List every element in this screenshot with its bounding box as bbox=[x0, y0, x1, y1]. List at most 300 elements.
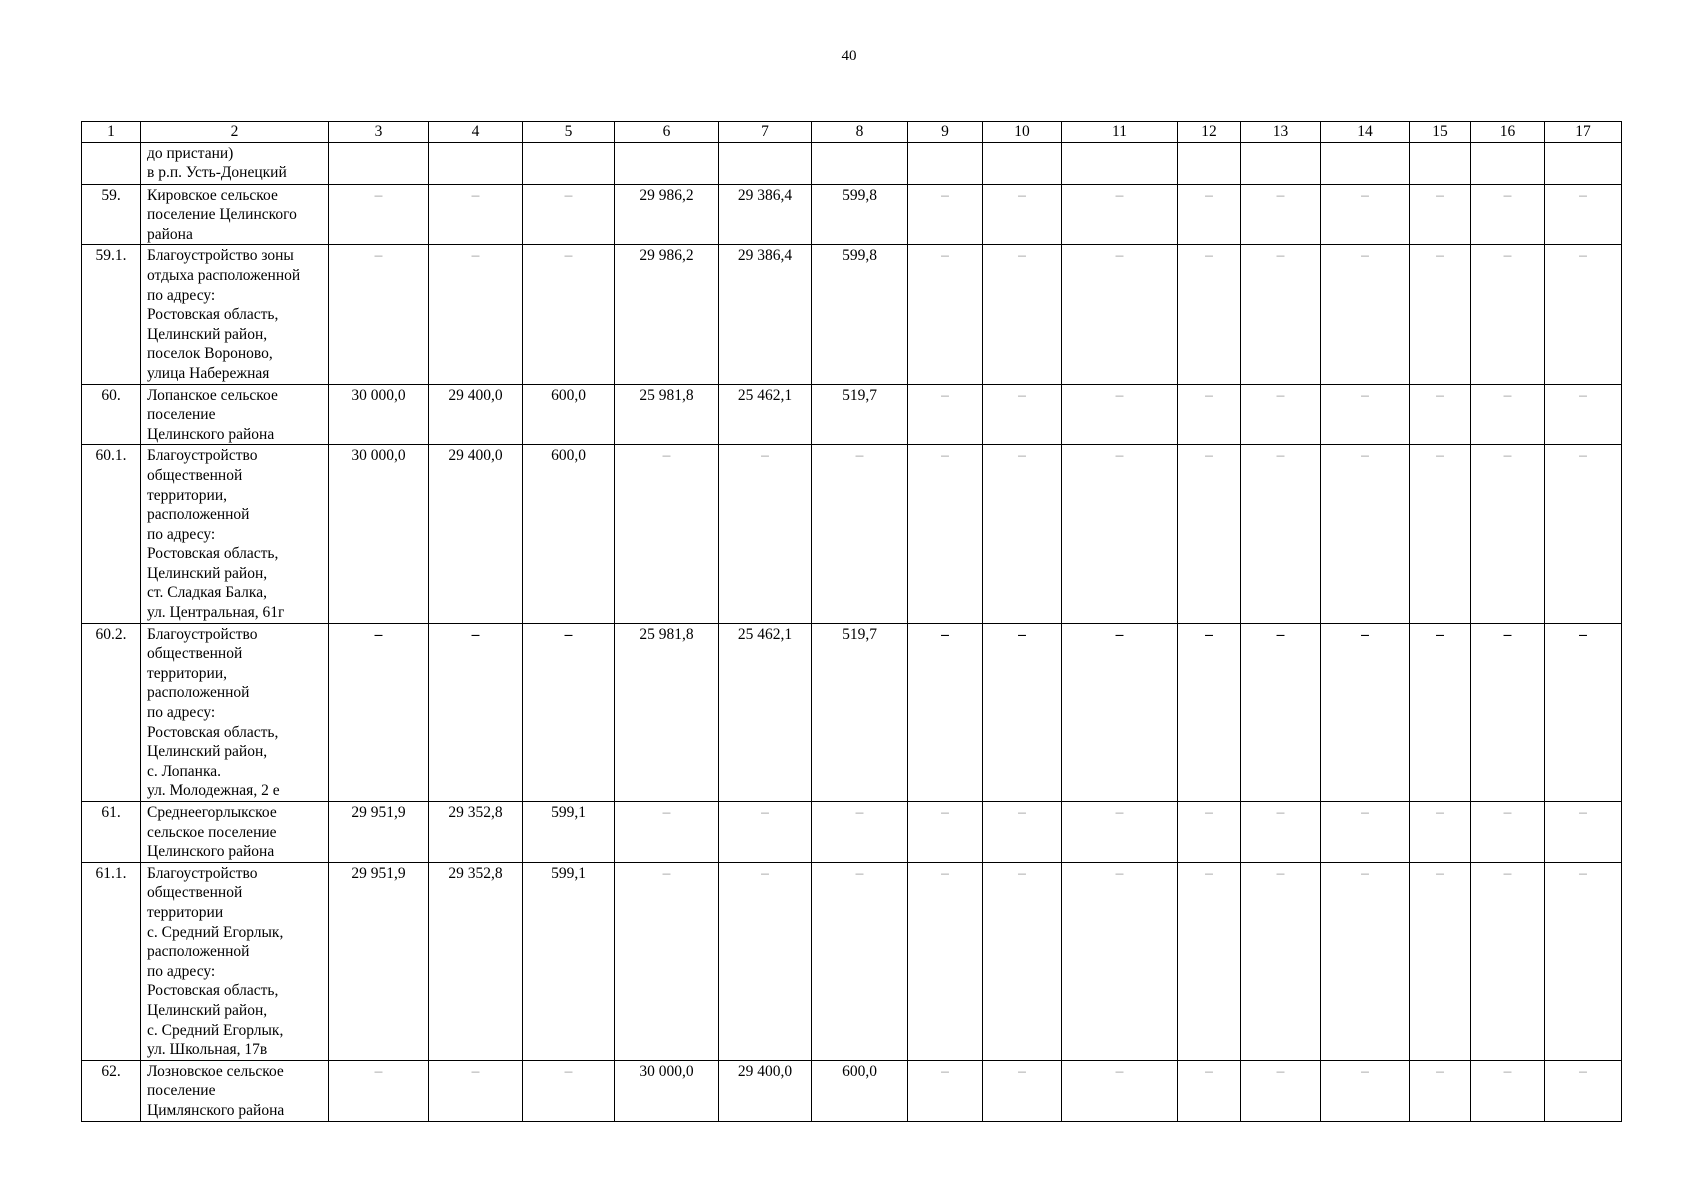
object-name-cell bbox=[141, 384, 329, 445]
dash-value: – bbox=[1205, 804, 1213, 821]
empty-amount-cell bbox=[1062, 445, 1178, 623]
amount-value: 29 400,0 bbox=[448, 386, 503, 404]
dash-value: – bbox=[1579, 804, 1587, 821]
dash-value: – bbox=[1018, 447, 1026, 465]
object-name-line: Лозновское сельское bbox=[147, 1062, 284, 1080]
object-name-line: общественной bbox=[147, 466, 243, 484]
amount-cell bbox=[615, 384, 719, 445]
dash-value: – bbox=[1436, 625, 1444, 643]
amount-value: 30 000,0 bbox=[351, 447, 406, 465]
object-name-line: поселение bbox=[147, 406, 216, 424]
dash-value: – bbox=[941, 247, 949, 265]
object-name-line: по адресу: bbox=[147, 525, 216, 543]
dash-value: – bbox=[1503, 386, 1512, 404]
amount-cell bbox=[719, 184, 812, 245]
dash-value: – bbox=[1503, 447, 1512, 465]
dash-value: – bbox=[1503, 247, 1512, 265]
dash-value: – bbox=[1436, 186, 1444, 204]
object-name-line: ст. Сладкая Балка, bbox=[147, 584, 267, 602]
row-number-cell: 60.1. bbox=[82, 445, 141, 623]
dash-value: – bbox=[1579, 247, 1587, 265]
dash-value: – bbox=[1115, 625, 1124, 643]
empty-amount-cell bbox=[1471, 802, 1545, 863]
empty-amount-cell bbox=[1178, 184, 1241, 245]
amount-cell bbox=[429, 445, 523, 623]
empty-amount-cell bbox=[1321, 802, 1410, 863]
empty-amount-cell bbox=[1062, 384, 1178, 445]
object-name-cell bbox=[141, 802, 329, 863]
empty-amount-cell bbox=[1241, 142, 1321, 184]
dash-value: – bbox=[1361, 864, 1369, 882]
amount-cell bbox=[719, 245, 812, 384]
table-body bbox=[82, 122, 1622, 1122]
dash-value: – bbox=[1018, 186, 1026, 204]
amount-cell bbox=[615, 142, 719, 184]
column-number-cell: 15 bbox=[1410, 122, 1471, 143]
dash-value: – bbox=[1115, 864, 1124, 882]
column-number-cell: 7 bbox=[719, 122, 812, 143]
empty-amount-cell bbox=[1178, 142, 1241, 184]
empty-amount-cell bbox=[1545, 184, 1622, 245]
empty-amount-cell bbox=[1410, 1060, 1471, 1121]
object-name-cell bbox=[141, 445, 329, 623]
dash-value: – bbox=[1579, 386, 1587, 404]
empty-amount-cell bbox=[908, 623, 983, 801]
dash-value: – bbox=[1205, 1062, 1213, 1080]
empty-amount-cell bbox=[1410, 142, 1471, 184]
empty-amount-cell bbox=[983, 1060, 1062, 1121]
amount-cell bbox=[429, 1060, 523, 1121]
empty-amount-cell bbox=[908, 802, 983, 863]
dash-value: – bbox=[1276, 864, 1285, 882]
empty-amount-cell bbox=[1545, 142, 1622, 184]
dash-value: – bbox=[1276, 186, 1285, 204]
object-name-line: Целинского района bbox=[147, 843, 275, 861]
empty-amount-cell bbox=[908, 384, 983, 445]
table-row bbox=[82, 862, 1622, 1060]
object-name-line: Ростовская область, bbox=[147, 723, 279, 741]
dash-value: – bbox=[1205, 186, 1213, 204]
dash-value: – bbox=[1436, 864, 1444, 882]
amount-cell bbox=[523, 862, 615, 1060]
dash-value: – bbox=[1579, 864, 1587, 882]
row-number-cell: 61. bbox=[82, 802, 141, 863]
dash-value: – bbox=[1579, 625, 1587, 643]
empty-amount-cell bbox=[1545, 623, 1622, 801]
amount-value: 600,0 bbox=[551, 386, 586, 404]
empty-amount-cell bbox=[908, 1060, 983, 1121]
object-name-line: Благоустройство bbox=[147, 864, 258, 882]
dash-value: – bbox=[1361, 1062, 1369, 1080]
amount-cell bbox=[429, 802, 523, 863]
empty-amount-cell bbox=[1178, 445, 1241, 623]
amount-cell bbox=[719, 142, 812, 184]
dash-value: – bbox=[1018, 386, 1026, 404]
amount-value: – bbox=[855, 447, 864, 465]
dash-value: – bbox=[1276, 625, 1285, 643]
page-number: 40 bbox=[841, 48, 857, 64]
object-name-line: ул. Молодежная, 2 е bbox=[147, 782, 280, 800]
amount-cell bbox=[615, 802, 719, 863]
empty-amount-cell bbox=[1410, 184, 1471, 245]
empty-amount-cell bbox=[1545, 1060, 1622, 1121]
object-name-line: общественной bbox=[147, 884, 243, 902]
object-name-line: Целинский район, bbox=[147, 1001, 268, 1019]
empty-amount-cell bbox=[908, 142, 983, 184]
dash-value: – bbox=[1436, 447, 1444, 465]
dash-value: – bbox=[1205, 386, 1213, 404]
object-name-line: Благоустройство bbox=[147, 447, 258, 465]
amount-cell bbox=[429, 862, 523, 1060]
object-name-line: с. Средний Егорлык, bbox=[147, 1021, 284, 1039]
empty-amount-cell bbox=[983, 142, 1062, 184]
column-number-cell: 12 bbox=[1178, 122, 1241, 143]
table-row bbox=[82, 623, 1622, 801]
empty-amount-cell bbox=[983, 862, 1062, 1060]
empty-amount-cell bbox=[1321, 862, 1410, 1060]
dash-value: – bbox=[1361, 186, 1369, 204]
empty-amount-cell bbox=[1471, 623, 1545, 801]
empty-amount-cell bbox=[1410, 862, 1471, 1060]
amount-value: 29 400,0 bbox=[448, 447, 503, 465]
object-name-line: Целинский район, bbox=[147, 564, 268, 582]
object-name-line: в р.п. Усть-Донецкий bbox=[147, 164, 287, 182]
amount-cell bbox=[429, 142, 523, 184]
amount-value: – bbox=[374, 186, 383, 204]
amount-cell bbox=[812, 862, 908, 1060]
object-name-cell bbox=[141, 142, 329, 184]
empty-amount-cell bbox=[983, 384, 1062, 445]
column-number-cell: 13 bbox=[1241, 122, 1321, 143]
empty-amount-cell bbox=[1321, 184, 1410, 245]
empty-amount-cell bbox=[1062, 623, 1178, 801]
amount-cell bbox=[719, 802, 812, 863]
amount-value: 599,1 bbox=[551, 864, 586, 882]
amount-cell bbox=[719, 445, 812, 623]
dash-value: – bbox=[1361, 386, 1369, 404]
amount-cell bbox=[812, 245, 908, 384]
dash-value: – bbox=[1115, 247, 1124, 265]
amount-value: 600,0 bbox=[842, 1062, 877, 1080]
empty-amount-cell bbox=[983, 184, 1062, 245]
dash-value: – bbox=[941, 186, 949, 204]
dash-value: – bbox=[1436, 804, 1444, 821]
object-name-line: поселение Целинского bbox=[147, 206, 297, 224]
object-name-line: Целинского района bbox=[147, 425, 275, 443]
amount-value: – bbox=[761, 804, 769, 821]
amount-value: 29 400,0 bbox=[737, 1062, 793, 1080]
dash-value: – bbox=[1436, 1062, 1444, 1080]
amount-value: 29 951,9 bbox=[351, 864, 406, 882]
amount-cell bbox=[329, 184, 429, 245]
object-name-cell bbox=[141, 1060, 329, 1121]
amount-cell bbox=[615, 862, 719, 1060]
amount-value: 599,1 bbox=[551, 804, 586, 821]
empty-amount-cell bbox=[1241, 802, 1321, 863]
column-number-cell: 5 bbox=[523, 122, 615, 143]
empty-amount-cell bbox=[1178, 802, 1241, 863]
empty-amount-cell bbox=[1410, 802, 1471, 863]
empty-amount-cell bbox=[1410, 445, 1471, 623]
object-name-line: до пристани) bbox=[147, 144, 234, 162]
amount-cell bbox=[812, 802, 908, 863]
amount-cell bbox=[329, 623, 429, 801]
dash-value: – bbox=[1115, 804, 1124, 821]
empty-amount-cell bbox=[1471, 184, 1545, 245]
object-name-cell bbox=[141, 245, 329, 384]
column-number-row bbox=[82, 122, 1622, 143]
dash-value: – bbox=[1361, 625, 1369, 643]
amount-cell bbox=[719, 384, 812, 445]
dash-value: – bbox=[1503, 804, 1512, 821]
amount-cell bbox=[719, 1060, 812, 1121]
amount-value: 29 386,4 bbox=[737, 247, 793, 265]
object-name-cell bbox=[141, 862, 329, 1060]
empty-amount-cell bbox=[1410, 245, 1471, 384]
amount-cell bbox=[719, 862, 812, 1060]
empty-amount-cell bbox=[1241, 862, 1321, 1060]
amount-value: – bbox=[471, 247, 480, 265]
empty-amount-cell bbox=[1471, 245, 1545, 384]
row-number-cell: 61.1. bbox=[82, 862, 141, 1060]
column-number-cell: 6 bbox=[615, 122, 719, 143]
dash-value: – bbox=[1579, 1062, 1587, 1080]
row-number-cell: 59.1. bbox=[82, 245, 141, 384]
table-row bbox=[82, 1060, 1622, 1121]
row-number-cell: 59. bbox=[82, 184, 141, 245]
amount-cell bbox=[523, 623, 615, 801]
object-name-cell bbox=[141, 623, 329, 801]
amount-value: 25 462,1 bbox=[737, 625, 793, 643]
amount-cell bbox=[615, 445, 719, 623]
dash-value: – bbox=[1115, 186, 1124, 204]
amount-value: – bbox=[564, 247, 573, 265]
object-name-line: по адресу: bbox=[147, 704, 216, 722]
object-name-line: поселок Вороново, bbox=[147, 345, 273, 363]
empty-amount-cell bbox=[983, 445, 1062, 623]
amount-cell bbox=[523, 802, 615, 863]
empty-amount-cell bbox=[1062, 245, 1178, 384]
amount-cell bbox=[329, 245, 429, 384]
amount-value: – bbox=[662, 864, 671, 882]
empty-amount-cell bbox=[1545, 245, 1622, 384]
dash-value: – bbox=[1018, 804, 1026, 821]
empty-amount-cell bbox=[1471, 1060, 1545, 1121]
object-name-line: по адресу: bbox=[147, 962, 216, 980]
amount-value: 29 386,4 bbox=[737, 186, 793, 204]
amount-cell bbox=[329, 862, 429, 1060]
empty-amount-cell bbox=[1321, 384, 1410, 445]
empty-amount-cell bbox=[1241, 245, 1321, 384]
amount-value: – bbox=[471, 1062, 480, 1080]
amount-value: 29 951,9 bbox=[351, 804, 406, 821]
amount-value: – bbox=[471, 625, 480, 643]
column-number-cell: 8 bbox=[812, 122, 908, 143]
object-name-line: Благоустройство bbox=[147, 625, 258, 643]
empty-amount-cell bbox=[1321, 245, 1410, 384]
object-name-line: Благоустройство зоны bbox=[147, 247, 294, 265]
row-number-cell: 60.2. bbox=[82, 623, 141, 801]
amount-value: 600,0 bbox=[551, 447, 586, 465]
table-row bbox=[82, 142, 1622, 184]
empty-amount-cell bbox=[1062, 802, 1178, 863]
amount-cell bbox=[615, 245, 719, 384]
object-name-line: улица Набережная bbox=[147, 364, 270, 382]
amount-cell bbox=[615, 623, 719, 801]
empty-amount-cell bbox=[1471, 862, 1545, 1060]
column-number-cell: 14 bbox=[1321, 122, 1410, 143]
amount-value: – bbox=[564, 1062, 573, 1080]
empty-amount-cell bbox=[1321, 445, 1410, 623]
amount-cell bbox=[719, 623, 812, 801]
column-number-cell: 3 bbox=[329, 122, 429, 143]
object-name-line: сельское поселение bbox=[147, 823, 277, 841]
object-name-line: расположенной bbox=[147, 684, 250, 702]
amount-cell bbox=[329, 142, 429, 184]
amount-value: 25 462,1 bbox=[737, 386, 793, 404]
funding-table bbox=[81, 121, 1622, 1122]
object-name-line: по адресу: bbox=[147, 286, 216, 304]
empty-amount-cell bbox=[1545, 862, 1622, 1060]
empty-amount-cell bbox=[1241, 184, 1321, 245]
empty-amount-cell bbox=[1321, 1060, 1410, 1121]
object-name-cell bbox=[141, 184, 329, 245]
amount-value: 30 000,0 bbox=[639, 1062, 694, 1080]
dash-value: – bbox=[1276, 804, 1285, 821]
dash-value: – bbox=[1205, 864, 1213, 882]
empty-amount-cell bbox=[1545, 802, 1622, 863]
dash-value: – bbox=[1436, 386, 1444, 404]
empty-amount-cell bbox=[908, 184, 983, 245]
amount-value: – bbox=[855, 864, 864, 882]
amount-value: 29 986,2 bbox=[639, 247, 694, 265]
dash-value: – bbox=[1361, 447, 1369, 465]
row-number-cell bbox=[82, 142, 141, 184]
amount-cell bbox=[812, 623, 908, 801]
table-row bbox=[82, 384, 1622, 445]
empty-amount-cell bbox=[1321, 142, 1410, 184]
amount-cell bbox=[615, 184, 719, 245]
amount-value: – bbox=[564, 186, 573, 204]
amount-cell bbox=[812, 184, 908, 245]
table-row bbox=[82, 184, 1622, 245]
column-number-cell: 16 bbox=[1471, 122, 1545, 143]
amount-value: 519,7 bbox=[842, 386, 877, 404]
amount-cell bbox=[329, 384, 429, 445]
amount-cell bbox=[523, 245, 615, 384]
empty-amount-cell bbox=[1471, 142, 1545, 184]
object-name-line: Целинский район, bbox=[147, 325, 268, 343]
object-name-line: Цимлянского района bbox=[147, 1101, 285, 1119]
empty-amount-cell bbox=[983, 623, 1062, 801]
dash-value: – bbox=[1018, 864, 1026, 882]
dash-value: – bbox=[1276, 386, 1285, 404]
dash-value: – bbox=[1205, 247, 1213, 265]
dash-value: – bbox=[1503, 864, 1512, 882]
object-name-line: Лопанское сельское bbox=[147, 386, 278, 404]
dash-value: – bbox=[1361, 804, 1369, 821]
amount-value: 29 986,2 bbox=[639, 186, 694, 204]
amount-value: 599,8 bbox=[842, 186, 877, 204]
dash-value: – bbox=[1276, 1062, 1285, 1080]
dash-value: – bbox=[1436, 247, 1444, 265]
empty-amount-cell bbox=[1410, 623, 1471, 801]
amount-cell bbox=[523, 184, 615, 245]
object-name-line: Среднеегорлыкское bbox=[147, 804, 277, 821]
dash-value: – bbox=[1115, 1062, 1124, 1080]
empty-amount-cell bbox=[908, 445, 983, 623]
table-row bbox=[82, 245, 1622, 384]
object-name-line: территории, bbox=[147, 664, 227, 682]
amount-value: 25 981,8 bbox=[639, 386, 694, 404]
empty-amount-cell bbox=[1178, 862, 1241, 1060]
amount-cell bbox=[429, 623, 523, 801]
empty-amount-cell bbox=[1241, 623, 1321, 801]
amount-value: – bbox=[855, 804, 864, 821]
empty-amount-cell bbox=[1545, 445, 1622, 623]
amount-value: – bbox=[662, 804, 671, 821]
amount-value: – bbox=[761, 447, 769, 465]
dash-value: – bbox=[1361, 247, 1369, 265]
amount-cell bbox=[812, 142, 908, 184]
column-number-cell: 4 bbox=[429, 122, 523, 143]
table-row bbox=[82, 802, 1622, 863]
object-name-line: Ростовская область, bbox=[147, 982, 279, 1000]
dash-value: – bbox=[1503, 1062, 1512, 1080]
dash-value: – bbox=[1579, 186, 1587, 204]
empty-amount-cell bbox=[1062, 1060, 1178, 1121]
dash-value: – bbox=[1579, 447, 1587, 465]
amount-value: – bbox=[374, 1062, 383, 1080]
empty-amount-cell bbox=[1471, 445, 1545, 623]
empty-amount-cell bbox=[983, 802, 1062, 863]
amount-value: – bbox=[471, 186, 480, 204]
object-name-line: Кировское сельское bbox=[147, 186, 278, 204]
object-name-line: ул. Центральная, 61г bbox=[147, 604, 285, 622]
column-number-cell: 9 bbox=[908, 122, 983, 143]
column-number-cell: 1 bbox=[82, 122, 141, 143]
empty-amount-cell bbox=[1062, 142, 1178, 184]
column-number-cell: 17 bbox=[1545, 122, 1622, 143]
dash-value: – bbox=[1018, 247, 1026, 265]
object-name-line: расположенной bbox=[147, 943, 250, 961]
amount-value: 599,8 bbox=[842, 247, 877, 265]
empty-amount-cell bbox=[1545, 384, 1622, 445]
empty-amount-cell bbox=[908, 245, 983, 384]
dash-value: – bbox=[1276, 447, 1285, 465]
dash-value: – bbox=[941, 386, 949, 404]
amount-value: – bbox=[374, 625, 383, 643]
amount-cell bbox=[523, 1060, 615, 1121]
object-name-line: территории, bbox=[147, 486, 227, 504]
empty-amount-cell bbox=[1062, 862, 1178, 1060]
object-name-line: с. Лопанка. bbox=[147, 762, 222, 780]
amount-cell bbox=[812, 445, 908, 623]
row-number-cell: 62. bbox=[82, 1060, 141, 1121]
dash-value: – bbox=[1018, 625, 1026, 643]
object-name-line: расположенной bbox=[147, 506, 250, 524]
object-name-line: общественной bbox=[147, 645, 243, 663]
dash-value: – bbox=[1503, 186, 1512, 204]
object-name-line: района bbox=[147, 225, 193, 243]
amount-cell bbox=[429, 384, 523, 445]
empty-amount-cell bbox=[1178, 384, 1241, 445]
object-name-line: территории bbox=[147, 903, 224, 921]
dash-value: – bbox=[941, 1062, 949, 1080]
empty-amount-cell bbox=[1471, 384, 1545, 445]
empty-amount-cell bbox=[1241, 445, 1321, 623]
empty-amount-cell bbox=[1178, 1060, 1241, 1121]
